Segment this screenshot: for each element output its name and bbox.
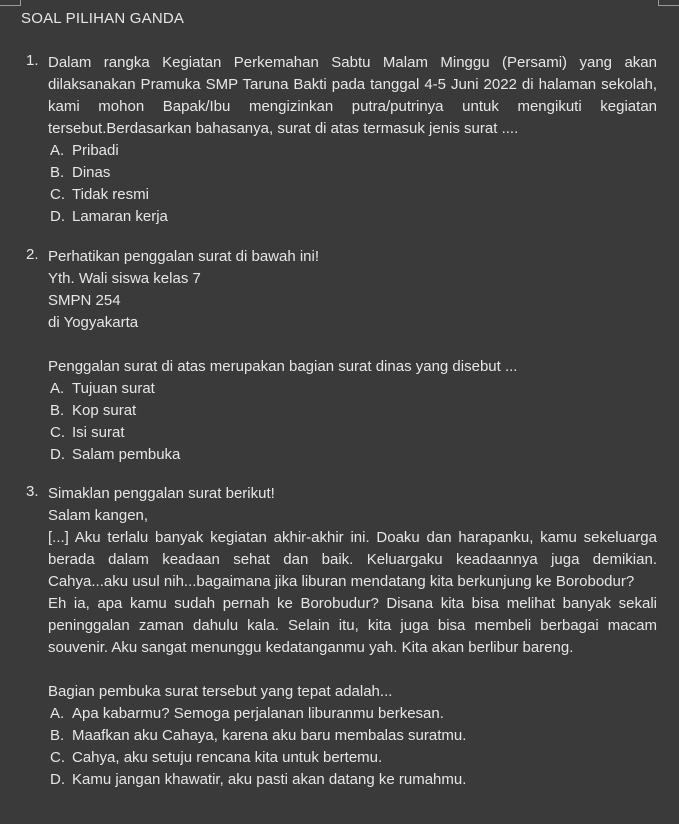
question-intro: Perhatikan penggalan surat di bawah ini! <box>48 248 320 265</box>
option-text: Kop surat <box>72 402 137 419</box>
crop-corner-top-right <box>658 0 679 6</box>
crop-corner-top-left <box>0 0 21 6</box>
option-d[interactable] <box>50 444 657 466</box>
excerpt-line: SMPN 254 <box>48 292 121 309</box>
option-a[interactable] <box>50 140 657 162</box>
option-text: Lamaran kerja <box>72 208 168 225</box>
option-letter: C. <box>50 749 65 766</box>
question-number: 1. <box>26 52 39 69</box>
option-c[interactable] <box>50 422 657 444</box>
option-text: Maafkan aku Cahaya, karena aku baru membalas suratmu. <box>72 727 467 744</box>
section-title: SOAL PILIHAN GANDA <box>21 10 185 27</box>
option-letter: D. <box>50 446 65 463</box>
question-text: Dalam rangka Kegiatan Perkemahan Sabtu Malam Minggu (Persami) yang akan dilaksanakan Pramuka SMP Taruna Bakti pada tanggal 4-5 Juni 2022 di halaman sekolah, kami mohon Bapak/Ibu mengizinkan putra/putrinya untuk mengikuti kegiatan tersebut.Berdasarkan bahasanya, surat di atas termasuk jenis surat .... <box>48 54 657 137</box>
option-letter: A. <box>50 380 65 397</box>
excerpt-line: Yth. Wali siswa kelas 7 <box>48 270 201 287</box>
letter-paragraph: [...] Aku terlalu banyak kegiatan akhir-akhir ini. Doaku dan harapanku, kamu sekeluarga berada dalam keadaan sehat dan baik. Keluargaku keadaannya juga demikian. Cahya...aku usul nih...bagaimana jika liburan mendatang kita berkunjung ke Borobodur? <box>48 529 657 590</box>
option-text: Isi surat <box>72 424 125 441</box>
option-c[interactable] <box>50 747 657 769</box>
question-3 <box>26 483 657 791</box>
option-a[interactable] <box>50 703 657 725</box>
option-text: Pribadi <box>72 142 119 159</box>
option-letter: C. <box>50 424 65 441</box>
question-prompt: Bagian pembuka surat tersebut yang tepat adalah... <box>48 683 393 700</box>
option-text: Cahya, aku setuju rencana kita untuk bertemu. <box>72 749 383 766</box>
option-d[interactable] <box>50 206 657 228</box>
option-letter: B. <box>50 402 65 419</box>
option-text: Apa kabarmu? Semoga perjalanan liburanmu berkesan. <box>72 705 444 722</box>
option-text: Kamu jangan khawatir, aku pasti akan datang ke rumahmu. <box>72 771 467 788</box>
question-2 <box>26 246 657 466</box>
option-letter: B. <box>50 727 65 744</box>
letter-paragraph: Eh ia, apa kamu sudah pernah ke Borobudur? Disana kita bisa melihat banyak sekali peninggalan zaman dahulu kala. Selain itu, kita juga bisa membeli berbagai macam souvenir. Aku sangat menunggu kedatanganmu yah. Kita akan berlibur bareng. <box>48 595 657 656</box>
option-letter: A. <box>50 142 65 159</box>
question-intro: Simaklan penggalan surat berikut! <box>48 485 275 502</box>
letter-greeting: Salam kangen, <box>48 507 149 524</box>
question-1 <box>26 52 657 228</box>
option-c[interactable] <box>50 184 657 206</box>
option-letter: D. <box>50 771 65 788</box>
option-text: Salam pembuka <box>72 446 181 463</box>
option-text: Tujuan surat <box>72 380 155 397</box>
option-b[interactable] <box>50 400 657 422</box>
option-letter: B. <box>50 164 65 181</box>
option-b[interactable] <box>50 725 657 747</box>
option-letter: D. <box>50 208 65 225</box>
option-letter: C. <box>50 186 65 203</box>
option-a[interactable] <box>50 378 657 400</box>
question-prompt: Penggalan surat di atas merupakan bagian surat dinas yang disebut ... <box>48 358 518 375</box>
excerpt-line: di Yogyakarta <box>48 314 139 331</box>
option-letter: A. <box>50 705 65 722</box>
option-text: Tidak resmi <box>72 186 149 203</box>
question-number: 3. <box>26 483 39 500</box>
option-text: Dinas <box>72 164 111 181</box>
option-d[interactable] <box>50 769 657 791</box>
question-number: 2. <box>26 246 39 263</box>
option-b[interactable] <box>50 162 657 184</box>
